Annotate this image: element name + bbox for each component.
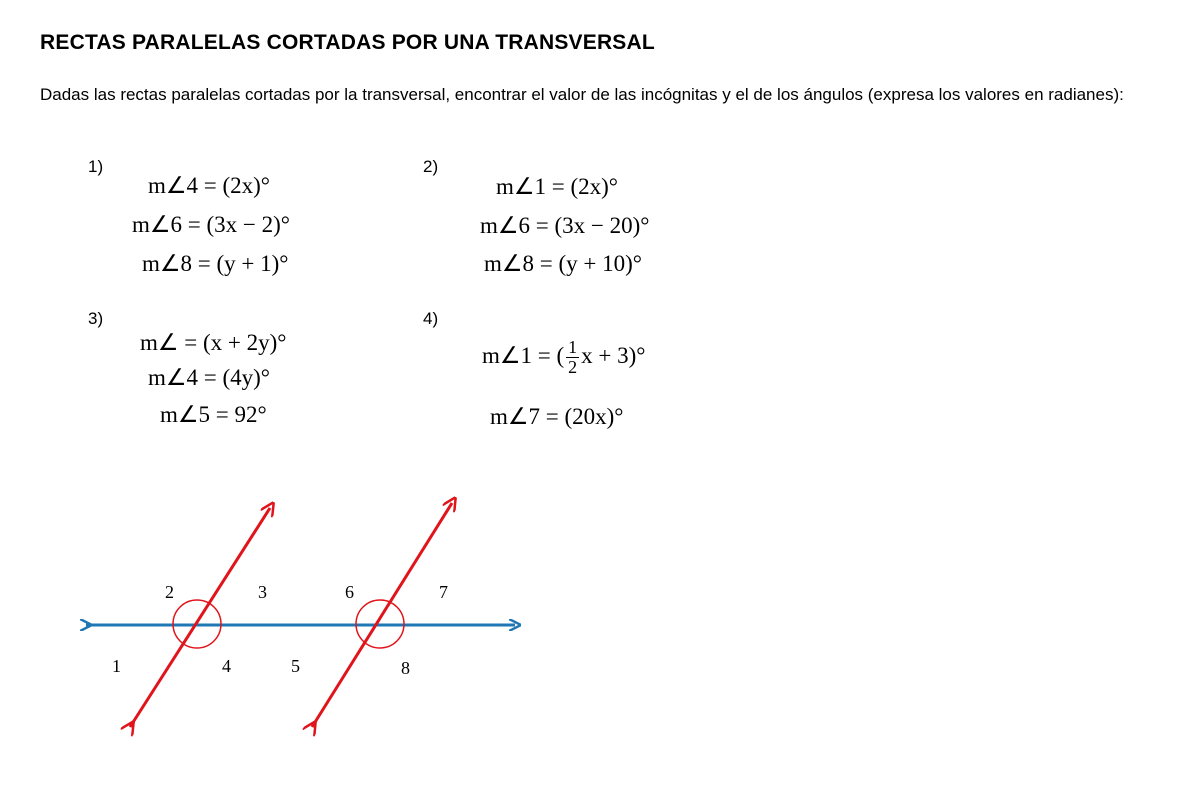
problem-2-eq-1: m∠1 = (2x)° [496, 174, 618, 199]
parallel-line-right [312, 503, 452, 727]
worksheet-title: RECTAS PARALELAS CORTADAS POR UNA TRANSVERSAL [40, 31, 655, 54]
angle-label-3: 3 [258, 582, 267, 602]
problem-3-eq-1: m∠ = (x + 2y)° [140, 330, 287, 355]
problem-2-eq-2: m∠6 = (3x − 20)° [480, 213, 650, 238]
problem-2-eq-3: m∠8 = (y + 10)° [484, 251, 642, 276]
problem-4-eq-1-lhs: m∠1 = ( [482, 342, 565, 368]
angle-label-1: 1 [112, 656, 121, 676]
problem-1-eq-2: m∠6 = (3x − 2)° [132, 212, 290, 237]
problem-2-number: 2) [423, 157, 439, 176]
angle-label-8: 8 [401, 658, 410, 678]
angle-label-5: 5 [291, 656, 300, 676]
problem-4-number: 4) [423, 309, 439, 328]
problem-4-eq-1-close: )° [628, 342, 646, 368]
parallel-line-left [130, 508, 270, 727]
problem-3-eq-3: m∠5 = 92° [160, 402, 267, 427]
angle-label-7: 7 [439, 582, 448, 602]
angle-label-6: 6 [345, 582, 354, 602]
angle-label-4: 4 [222, 656, 231, 676]
problem-1-number: 1) [88, 157, 104, 176]
problem-4-eq-1-rhs: x + 3 [581, 342, 629, 368]
problem-1-eq-1: m∠4 = (2x)° [148, 173, 270, 198]
problem-4-eq-2: m∠7 = (20x)° [490, 404, 624, 429]
angle-label-2: 2 [165, 582, 174, 602]
problem-1-eq-3: m∠8 = (y + 1)° [142, 251, 289, 276]
fraction-numerator: 1 [568, 337, 578, 357]
problem-3-number: 3) [88, 309, 104, 328]
problem-3-eq-2: m∠4 = (4y)° [148, 365, 270, 390]
fraction-denominator: 2 [568, 357, 578, 377]
instructions: Dadas las rectas paralelas cortadas por la transversal, encontrar el valor de las incógnitas y el de los ángulos (expresa los valores en radianes): [40, 85, 1124, 104]
